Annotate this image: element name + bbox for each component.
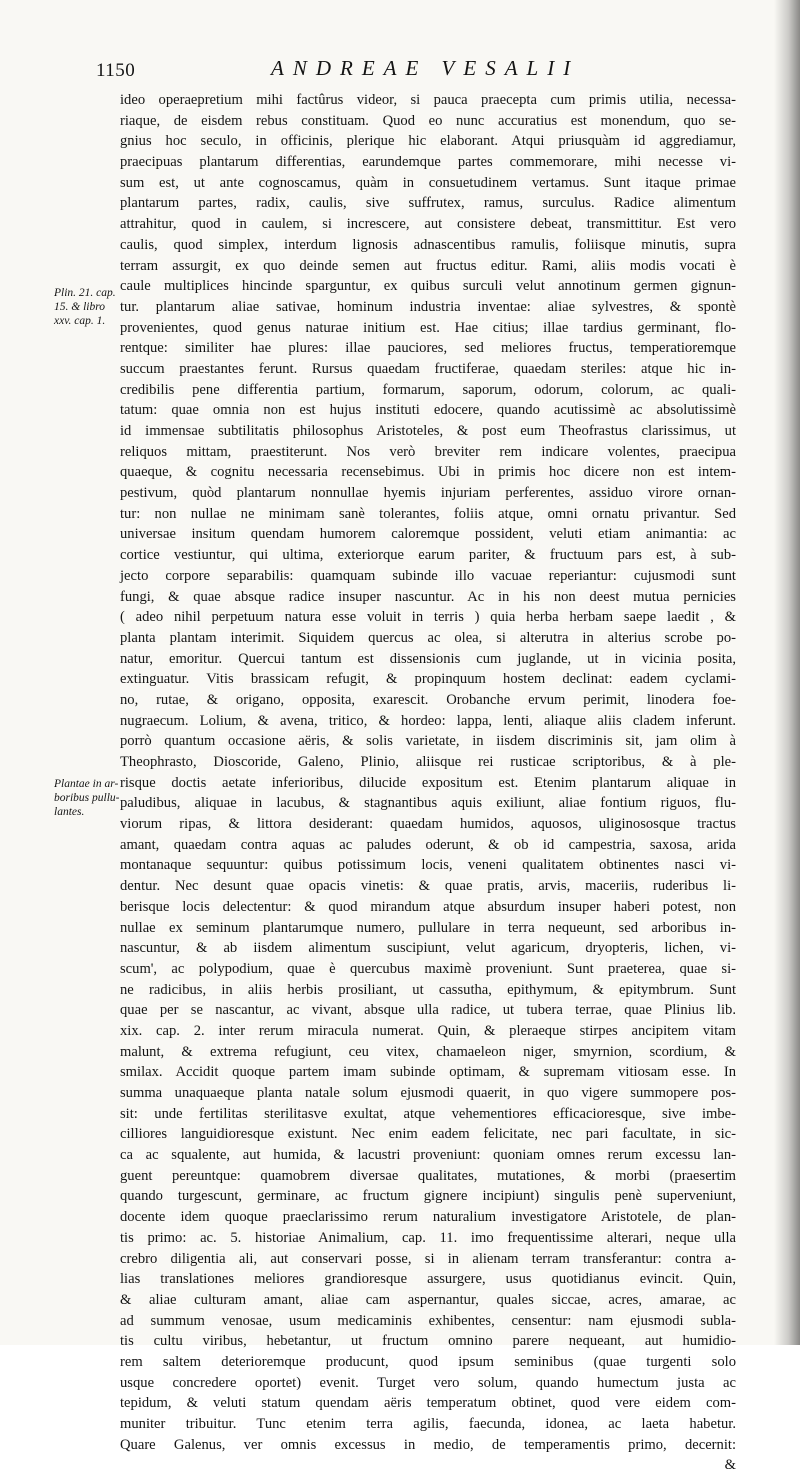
page-header: [96, 52, 746, 86]
text-line: xix. cap. 2. inter rerum miracula numerat. Quin, & pleraeque stirpes ancipitem vitam: [120, 1022, 736, 1039]
page-edge-shadow: [774, 0, 800, 1345]
text-line: paludibus, aliquae in lacubus, & stagnantibus aquis exiliunt, aliae fontium riguos, flu-: [120, 795, 736, 812]
text-line: ideo operaepretium mihi factûrus videor, si pauca praecepta cum primis utilia, necessa-: [120, 92, 736, 108]
text-line: sit: unde fertilitas sterilitasve exultat, atque vehementiores efficacioresque, sive imbe-: [120, 1105, 736, 1122]
text-line: smilax. Accidit quoque partem imam subinde optimam, & supremam vitiosam esse. In: [120, 1064, 736, 1081]
text-line: berisque locis delectentur: & quod mirandum atque absurdum insuper haberi potest, non: [120, 898, 736, 915]
text-line: praecipuas plantarum differentias, earundemque partes commemorare, mihi necesse vi-: [120, 154, 736, 171]
margin-note-line: boribus pullu-: [54, 792, 120, 804]
text-line: ca ac squalente, aut humida, & lacustri proveniunt: quoniam omnes rerum excessu lan-: [120, 1147, 736, 1164]
catchword: &: [724, 1457, 736, 1474]
text-line: cilliores languidioresque existunt. Nec enim eadem felicitate, nec pari facultate, in sic-: [120, 1126, 736, 1143]
text-line: viorum ripas, & littora desiderant: quaedam humidos, aquosos, uliginososque tractus: [120, 816, 736, 833]
text-line: quaeque, & cognitu necessaria recensebimus. Ubi in primis hoc dicere non est intem-: [120, 464, 736, 481]
text-line: quae per se nascantur, ac vivant, absque ulla radice, ut tubera terrae, quae Plinius lib.: [120, 1002, 736, 1019]
text-line: pestivum, quòd plantarum nonnullae hyemis injuriam perferentes, assiduo virore ornan-: [120, 485, 736, 502]
margin-note-line: 15. & libro: [54, 301, 106, 313]
text-line: nascuntur, & ab iisdem alimentum suscipiunt, velut agaricum, dryopteris, lichen, vi-: [120, 940, 736, 957]
text-line: muniter tribuitur. Tunc etenim terra agilis, faecunda, idonea, ac laeta habetur.: [120, 1416, 736, 1432]
text-line: fungi, & quae absque radice insuper nascuntur. Ac in his non deest mutua pernicies: [120, 588, 736, 605]
text-line: cortice vestiuntur, qui ultima, exteriorque earum pariter, & fructuum pars est, à sub-: [120, 547, 736, 564]
text-line: Theophrasto, Dioscoride, Galeno, Plinio, aliisque rei rusticae scriptoribus, & à ple-: [120, 754, 736, 770]
text-line: tis primo: ac. 5. historiae Animalium, cap. 11. imo frequentissime alterari, neque ulla: [120, 1229, 736, 1246]
text-line: caule multiplices hincinde sparguntur, ex quibus surculi velut annotinum germen gignun-: [120, 278, 736, 295]
text-line: nugraecum. Lolium, & avena, tritico, & hordeo: lappa, lenti, aliaque aliis cladem inferunt.: [120, 712, 736, 729]
page-number: 1150: [96, 60, 136, 81]
text-line: docente idem quoque praeclarissimo rerum naturalium investigatore Aristotele, de plan-: [120, 1209, 736, 1226]
text-line: Quare Galenus, ver omnis excessus in medio, de temperamentis primo, decernit:: [120, 1436, 736, 1453]
text-line: amant, quaedam contra aquas ac paludes oderunt, & ob id campestria, saxosa, arida: [120, 836, 736, 853]
margin-note-pliny-reference: [54, 286, 120, 328]
text-line: ad summum venosae, usum medicaminis exhibentes, censentur: nam ejusmodi subla-: [120, 1312, 736, 1329]
text-line: universae insitum quendam humorem caloremque possident, veluti etiam animantia: ac: [120, 526, 736, 543]
margin-note-plants-on-trees: [54, 777, 120, 819]
text-line: extinguatur. Vitis brassicam refugit, & propinquum hostem declinat: eadem cyclami-: [120, 671, 736, 688]
text-line: succum praestantes ferunt. Rursus quaedam fructiferae, quaedam steriles: atque hic in-: [120, 360, 736, 377]
text-line: rentque: similiter hae plures: illae pauciores, sed meliores fructus, temperatioremque: [120, 340, 736, 357]
text-line: tatum: quae omnia non est hujus instituti edocere, quando acutissimè ac absolutissimè: [120, 402, 736, 419]
text-line: & aliae culturam amant, aliae cam aspernantur, quales siccae, acres, amarae, ac: [120, 1291, 736, 1308]
body-text: [120, 90, 736, 1476]
margin-note-line: lantes.: [54, 806, 85, 818]
text-line: reliquos mittam, praestiterunt. Nos verò breviter rem indicare volentes, praecipua: [120, 443, 736, 460]
text-line: riaque, de eisdem rebus constituam. Quod eo nunc accuratius est monendum, quo se-: [120, 112, 736, 129]
text-line: ne radicibus, in aliis herbis prosiliant, ut cassutha, epithymum, & epitymbrum. Sunt: [120, 981, 736, 998]
text-line: planta plantam interimit. Siquidem quercus ac olea, si alterutra in alterius scrobe po-: [120, 629, 736, 646]
text-line: porrò quantum occasione aëris, & solis varietate, in iisdem discriminis sit, jam olim à: [120, 733, 736, 750]
text-line: gnius hoc seculo, in officinis, plerique hic elaborant. Atqui priusquàm id aggrediamur,: [120, 133, 736, 150]
text-line: lias translationes meliores grandioresque assurgere, usus quotidianus evincit. Quin,: [120, 1271, 736, 1288]
text-line: usque concredere oportet) evenit. Turget vero solum, quando humectum justa ac: [120, 1374, 736, 1391]
text-line: ( adeo nihil perpetuum natura esse voluit in terris ) quia herba herbam saepe laedit , &: [120, 609, 736, 626]
margin-note-line: Plin. 21. cap.: [54, 287, 116, 299]
text-line: malunt, & extrema refugiunt, ceu vitex, chamaeleon niger, smyrnion, scordium, &: [120, 1043, 736, 1060]
text-line: jecto corpore separabilis: quamquam subinde illo vacuae reperiantur: cujusmodi sunt: [120, 567, 736, 584]
running-head: ANDREAE VESALII: [271, 56, 580, 80]
text-line: tis cultu viribus, hebetantur, ut fructum omnino parere nequeant, aut humidio-: [120, 1333, 736, 1350]
text-line: terram assurgit, ex quo deinde semen aut fructus editur. Rami, aliis modis vocati è: [120, 257, 736, 274]
text-line: natur, emoritur. Quercui tantum est dissensionis cum juglande, ut in vicinia posita,: [120, 650, 736, 667]
text-line: caulis, quod simplex, interdum lignosis adnascentibus ramulis, foliisque minutis, supra: [120, 236, 736, 253]
text-line: rem saltem deterioremque producunt, quod ipsum seminibus (quae turgenti solo: [120, 1353, 736, 1370]
text-line: summa unaquaeque planta natale solum ejusmodi quaerit, in quo vigere summopere pos-: [120, 1085, 736, 1101]
text-line: guent pereuntque: quamobrem diversae qualitates, mutationes, & morbi (praesertim: [120, 1167, 736, 1184]
text-line: scum', ac polypodium, quae è quercubus maximè proveniunt. Sunt praeterea, quae si-: [120, 960, 736, 977]
text-line: provenientes, quod genus naturae initium est. Hae citius; illae tardius germinant, flo-: [120, 319, 736, 336]
text-line: nullae ex seminum plantarumque numero, pullulare in terra nequeunt, sed arboribus in-: [120, 919, 736, 936]
text-line: risque doctis aetate inferioribus, dilucide expositum est. Etenim plantarum aliquae in: [120, 774, 736, 791]
text-line: credibilis pene differentia partium, formarum, saporum, odorum, colorum, ac quali-: [120, 381, 736, 398]
text-line: tur. plantarum aliae sativae, hominum industria inventae: aliae sylvestres, & spontè: [120, 298, 736, 315]
text-line: plantarum partes, radix, caulis, sive suffrutex, ramus, surculus. Radice alimentum: [120, 195, 736, 212]
text-line: montanaque sequuntur: quibus potissimum locis, veneni qualitatem obtinentes nasci vi-: [120, 857, 736, 874]
text-line: no, rutae, & origano, opposita, exarescit. Orobanche ervum perimit, linodera foe-: [120, 691, 736, 708]
text-line: crebro diligentia ali, aut conservari posse, si in alienam terram transferantur: contra a-: [120, 1250, 736, 1267]
text-line: dentur. Nec desunt quae opacis vinetis: & quae pratis, arvis, maceriis, ruderibus li-: [120, 878, 736, 895]
text-line: quando turgescunt, germinare, ac fructum gignere incipiunt) singulis penè superveniunt,: [120, 1188, 736, 1205]
margin-note-line: xxv. cap. 1.: [54, 315, 106, 327]
text-line: attrahitur, quod in caulem, si increscere, aut consistere debeat, transmittitur. Est vero: [120, 216, 736, 233]
text-line: tepidum, & veluti statum quendam aëris temperatum obtinet, quod vere eidem com-: [120, 1395, 736, 1412]
text-line: sum est, ut ante cognoscamus, quàm in consuetudinem vertamus. Sunt itaque primae: [120, 174, 736, 191]
text-line: id immensae subtilitatis philosophus Aristoteles, & post eum Theofrastus clarissimus, ut: [120, 423, 736, 439]
margin-note-line: Plantae in ar-: [54, 778, 119, 790]
text-line: tur: non nullae ne minimam sanè tolerantes, foliis atque, omni ornatu privantur. Sed: [120, 505, 736, 522]
